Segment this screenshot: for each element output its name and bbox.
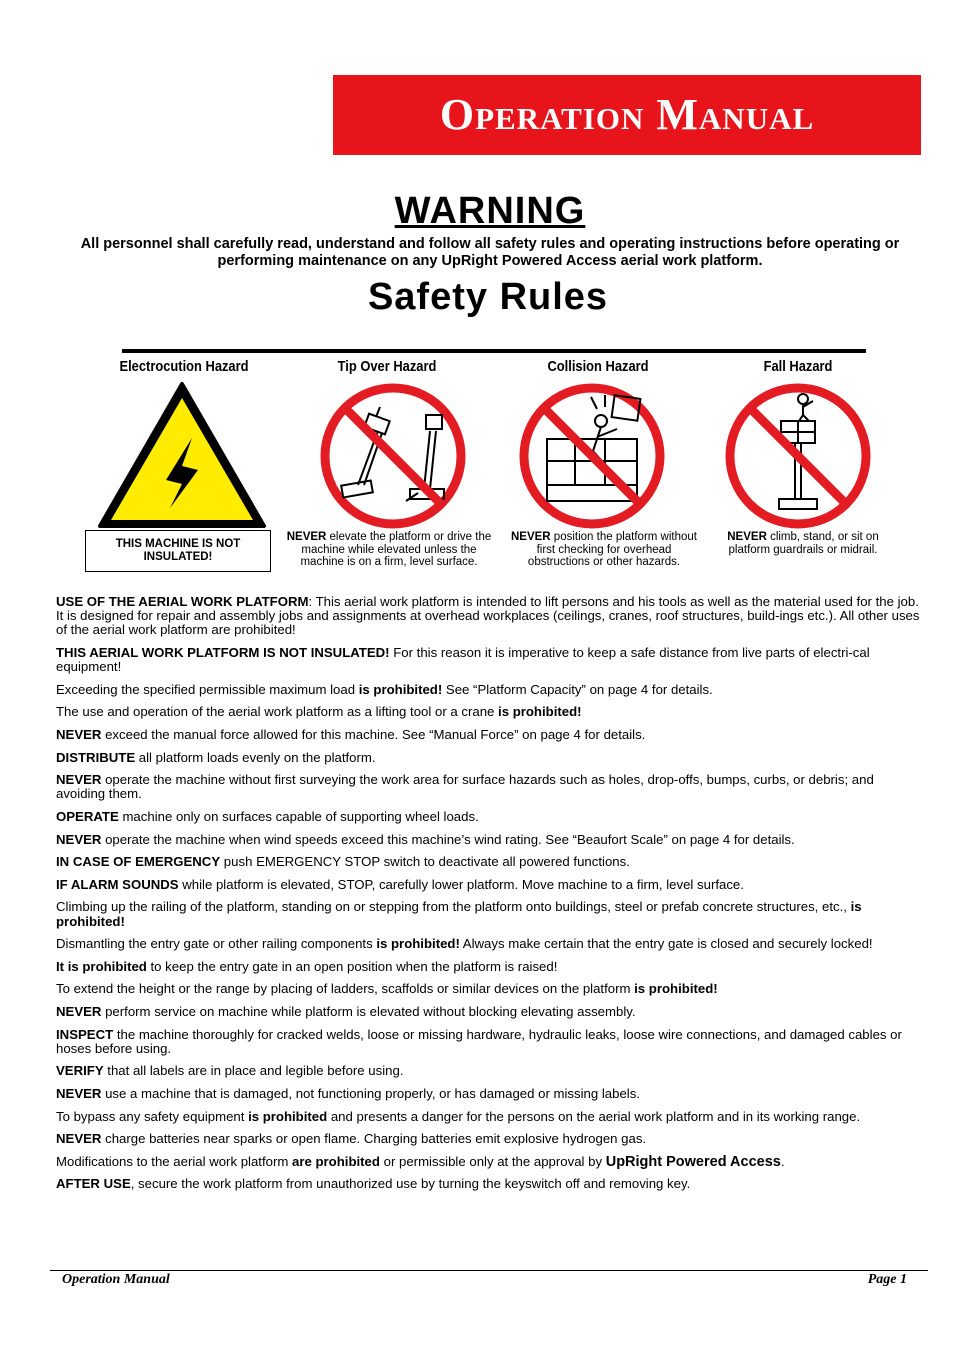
rule-text: Dismantling the entry gate or other railing components [56, 936, 377, 952]
safety-rule [56, 1155, 926, 1169]
safety-rules-list [56, 595, 926, 1200]
safety-rule [56, 833, 926, 847]
rule-text: while platform is elevated, STOP, carefully lower platform. Move machine to a firm, level surface. [178, 876, 744, 892]
rule-text: operate the machine without first surveying the work area for surface hazards such as holes, drop-offs, bumps, curbs, or debris; and avoiding them. [56, 772, 874, 802]
rule-text: See “Platform Capacity” on page 4 for details. [442, 681, 713, 697]
rule-emphasis: DISTRIBUTE [56, 749, 136, 765]
rule-text: use a machine that is damaged, not functioning properly, or has damaged or missing labels. [101, 1085, 640, 1101]
safety-rule [56, 1028, 926, 1056]
safety-rule [56, 878, 926, 892]
rule-text: : This aerial work platform is intended to lift persons and his tools as well as the material used for the job. It is designed for repair and assembly jobs and assignments at overhead workplaces (ceilings, cranes, roof structures, build-ings etc.). All other uses of the aerial work platform are prohibited! [56, 594, 920, 638]
tip-over-caption-never: NEVER [286, 531, 327, 543]
rule-emphasis: It is prohibited [56, 958, 147, 974]
collision-caption [505, 531, 703, 569]
rule-text: push EMERGENCY STOP switch to deactivate all powered functions. [220, 854, 630, 870]
rule-text: perform service on machine while platform is elevated without blocking elevating assembly. [101, 1003, 636, 1019]
safety-rule [56, 937, 926, 951]
fall-caption [712, 531, 894, 556]
not-insulated-notice: THIS MACHINE IS NOT INSULATED! [85, 530, 271, 572]
rule-text: machine only on surfaces capable of supporting wheel loads. [118, 808, 479, 824]
rule-emphasis: is prohibited! [376, 936, 460, 952]
tip-over-prohibition-icon [318, 381, 468, 531]
rule-emphasis: is prohibited [248, 1108, 328, 1124]
rule-emphasis: NEVER [56, 1003, 102, 1019]
rule-text: and presents a danger for the persons on the aerial work platform and in its working range. [327, 1108, 861, 1124]
hazard-title-fall: Fall Hazard [763, 358, 833, 375]
hazard-title-collision: Collision Hazard [547, 358, 649, 375]
tip-over-caption [285, 531, 493, 569]
rule-emphasis: OPERATE [56, 808, 119, 824]
safety-rule [56, 683, 926, 697]
rule-text: Always make certain that the entry gate is closed and securely locked! [459, 936, 873, 952]
safety-rule [56, 1005, 926, 1019]
safety-rule [56, 751, 926, 765]
hazard-title-electrocution: Electrocution Hazard [119, 358, 249, 375]
footer-document-title: Operation Manual [62, 1272, 170, 1287]
rule-emphasis: AFTER USE [56, 1176, 131, 1192]
rule-text: or permissible only at the approval by [379, 1153, 606, 1169]
manual-title: Operation Manual [439, 90, 815, 139]
safety-rule [56, 1064, 926, 1078]
safety-rule [56, 900, 926, 928]
collision-prohibition-icon [517, 381, 667, 531]
rule-text: charge batteries near sparks or open flame. Charging batteries emit explosive hydrogen gas. [101, 1131, 647, 1147]
rule-text: all platform loads evenly on the platform. [135, 749, 376, 765]
warning-title: WARNING [394, 190, 586, 232]
rule-text: To extend the height or the range by placing of ladders, scaffolds or similar devices on the platform [56, 981, 635, 997]
safety-rules-title: Safety Rules [367, 276, 609, 318]
safety-rule [56, 1132, 926, 1146]
rule-emphasis: IF ALARM SOUNDS [56, 876, 179, 892]
rule-text: Exceeding the specified permissible maximum load [56, 681, 359, 697]
safety-rule [56, 728, 926, 742]
electrocution-warning-icon [96, 380, 268, 532]
fall-caption-text: climb, stand, or sit on platform guardrails or midrail. [728, 531, 879, 556]
brand-name: UpRight Powered Access [605, 1153, 781, 1170]
rule-text: . [780, 1153, 785, 1169]
fall-prohibition-icon [723, 381, 873, 531]
rule-emphasis: NEVER [56, 1085, 102, 1101]
rule-text: For this reason it is imperative to keep a safe distance from live parts of electri-cal equipment! [56, 645, 870, 675]
rule-text: The use and operation of the aerial work platform as a lifting tool or a crane [56, 704, 499, 720]
fall-caption-never: NEVER [727, 531, 767, 543]
tip-over-caption-text: elevate the platform or drive the machine while elevated unless the machine is on a firm, level surface. [300, 531, 492, 568]
rule-emphasis: INSPECT [56, 1026, 114, 1042]
safety-rule [56, 982, 926, 996]
collision-caption-never: NEVER [510, 531, 551, 543]
rule-text: , secure the work platform from unauthorized use by turning the keyswitch off and removing key. [130, 1176, 691, 1192]
rule-text: operate the machine when wind speeds exceed this machine’s wind rating. See “Beaufort Scale” on page 4 for details. [101, 831, 795, 847]
safety-rule [56, 810, 926, 824]
safety-rule [56, 1087, 926, 1101]
rule-text: the machine thoroughly for cracked welds, loose or missing hardware, hydraulic leaks, loose wire connections, and damaged cables or hoses before using. [56, 1026, 902, 1056]
rule-emphasis: THIS AERIAL WORK PLATFORM IS NOT INSULATED! [56, 645, 390, 660]
rule-emphasis: is prohibited! [56, 899, 862, 929]
safety-rule [56, 646, 926, 674]
rule-emphasis: is prohibited! [358, 681, 443, 697]
footer-page-number: Page 1 [867, 1272, 907, 1287]
safety-rule [56, 773, 926, 801]
rule-emphasis: is prohibited! [498, 704, 582, 720]
rule-emphasis: IN CASE OF EMERGENCY [56, 854, 221, 870]
rule-emphasis: NEVER [56, 726, 102, 742]
warning-text: All personnel shall carefully read, understand and follow all safety rules and operating instructions before operating or performing maintenance on any UpRight Powered Access aerial work platform. [80, 236, 900, 269]
rule-emphasis: are prohibited [292, 1153, 380, 1169]
collision-caption-text: position the platform without first checking for overhead obstructions or other hazards. [527, 531, 697, 568]
safety-rule [56, 1177, 926, 1191]
rule-text: to keep the entry gate in an open position when the platform is raised! [146, 958, 558, 974]
safety-rule [56, 705, 926, 719]
rule-emphasis: NEVER [56, 772, 102, 788]
rule-text: that all labels are in place and legible before using. [103, 1063, 404, 1079]
manual-title-banner [333, 75, 921, 155]
hazard-title-tip-over: Tip Over Hazard [337, 358, 437, 375]
rule-text: To bypass any safety equipment [56, 1108, 249, 1124]
rule-text: exceed the manual force allowed for this machine. See “Manual Force” on page 4 for details. [101, 726, 646, 742]
rule-emphasis: NEVER [56, 831, 102, 847]
footer-divider [50, 1270, 928, 1271]
rule-text: Climbing up the railing of the platform, standing on or stepping from the platform onto buildings, steel or prefab concrete structures, etc., [56, 899, 851, 915]
rule-text: Modifications to the aerial work platform [56, 1153, 293, 1169]
rule-emphasis: is prohibited! [634, 981, 718, 997]
safety-rule [56, 855, 926, 869]
section-divider [122, 349, 866, 353]
rule-emphasis: NEVER [56, 1131, 102, 1147]
rule-emphasis: USE OF THE AERIAL WORK PLATFORM [56, 594, 309, 609]
safety-rule [56, 595, 926, 638]
safety-rule [56, 1110, 926, 1124]
rule-emphasis: VERIFY [56, 1063, 104, 1079]
safety-rule [56, 960, 926, 974]
